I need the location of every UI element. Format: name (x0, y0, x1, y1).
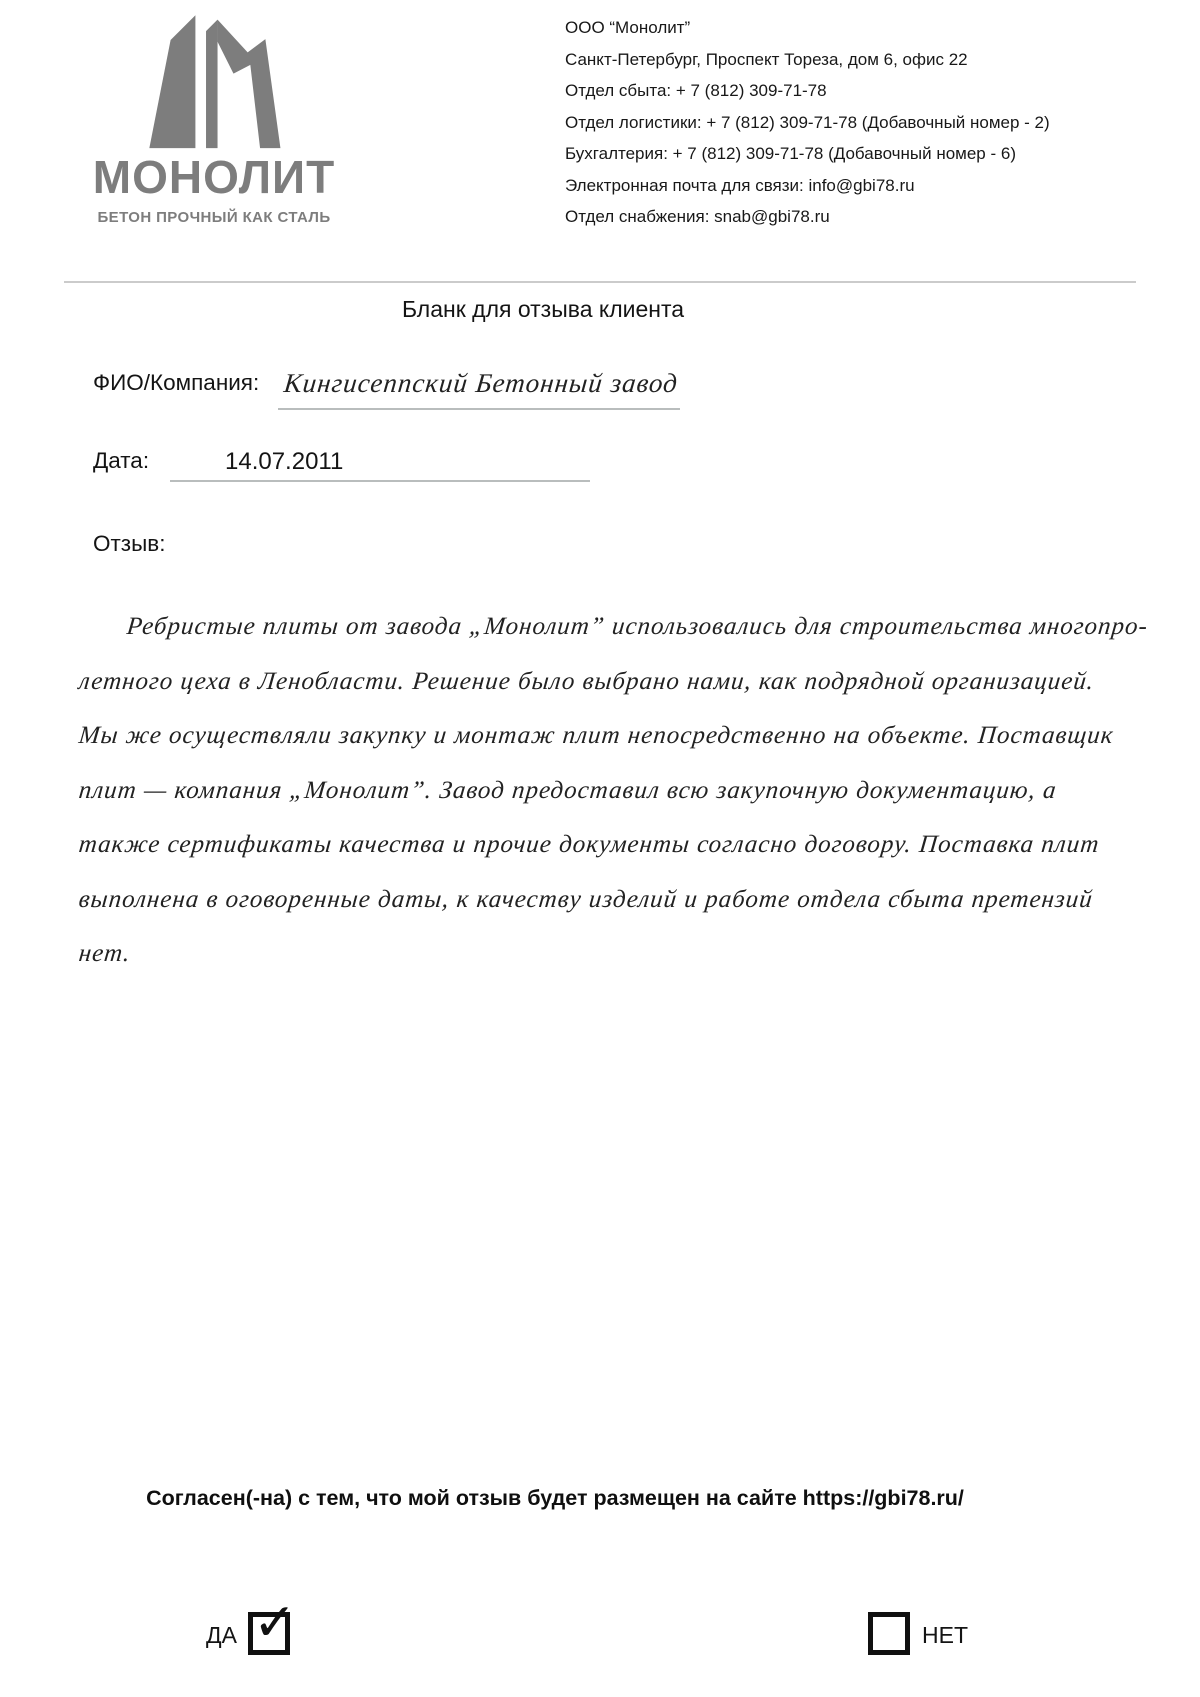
review-line: нет. (77, 940, 133, 967)
logo-brand-text: МОНОЛИТ (92, 151, 336, 203)
review-line: также сертификаты качества и прочие документы согласно договору. Поставка плит (77, 831, 1101, 858)
review-line: выполнена в оговоренные даты, к качеству изделий и работе отдела сбыта претензий (77, 885, 1095, 913)
contact-line-accounting: Бухгалтерия: + 7 (812) 309-71-78 (Добавочный номер - 6) (565, 144, 1016, 163)
review-field-label: Отзыв: (93, 531, 166, 556)
name-field-underline (278, 408, 680, 410)
review-line: летного цеха в Ленобласти. Решение было выбрано нами, как подрядной организацией. (77, 667, 1096, 695)
no-checkbox[interactable] (868, 1612, 910, 1655)
name-field-value[interactable]: Кингисеппский Бетонный завод (282, 368, 680, 398)
contact-line-sales: Отдел сбыта: + 7 (812) 309-71-78 (565, 81, 827, 100)
no-option-label: НЕТ (922, 1622, 968, 1648)
consent-statement: Согласен(-на) с тем, что мой отзыв будет размещен на сайте https://gbi78.ru/ (146, 1486, 964, 1510)
company-logo (88, 8, 340, 226)
yes-option-label: ДА (206, 1622, 237, 1648)
contact-line-logistics: Отдел логистики: + 7 (812) 309-71-78 (Добавочный номер - 2) (565, 112, 1050, 132)
yes-checkbox[interactable] (248, 1593, 297, 1655)
date-field-underline (170, 480, 590, 482)
company-contacts (565, 12, 1050, 233)
date-field-label: Дата: (93, 448, 150, 473)
review-line: Ребристые плиты от завода „Монолит” использовались для строительства многопро- (125, 613, 1150, 640)
contact-line-address: Санкт-Петербург, Проспект Тореза, дом 6, офис 22 (565, 49, 968, 69)
review-text[interactable] (76, 600, 1150, 982)
header-divider (64, 281, 1136, 283)
contact-line-company: ООО “Монолит” (565, 18, 691, 37)
checkmark-icon: ✓ (253, 1593, 297, 1653)
form-title: Бланк для отзыва клиента (401, 296, 685, 322)
review-line: плит — компания „Монолит”. Завод предоставил всю закупочную документацию, а (77, 776, 1059, 804)
date-field-value[interactable]: 14.07.2011 (225, 448, 344, 475)
review-line: Мы же осуществляли закупку и монтаж плит непосредственно на объекте. Поставщик (77, 722, 1116, 749)
logo-tagline: БЕТОН ПРОЧНЫЙ КАК СТАЛЬ (97, 209, 331, 226)
contact-line-supply: Отдел снабжения: snab@gbi78.ru (565, 207, 830, 226)
monolith-building-icon (121, 8, 307, 150)
contact-line-email: Электронная почта для связи: info@gbi78.ru (565, 175, 915, 195)
name-field-label: ФИО/Компания: (93, 370, 260, 395)
